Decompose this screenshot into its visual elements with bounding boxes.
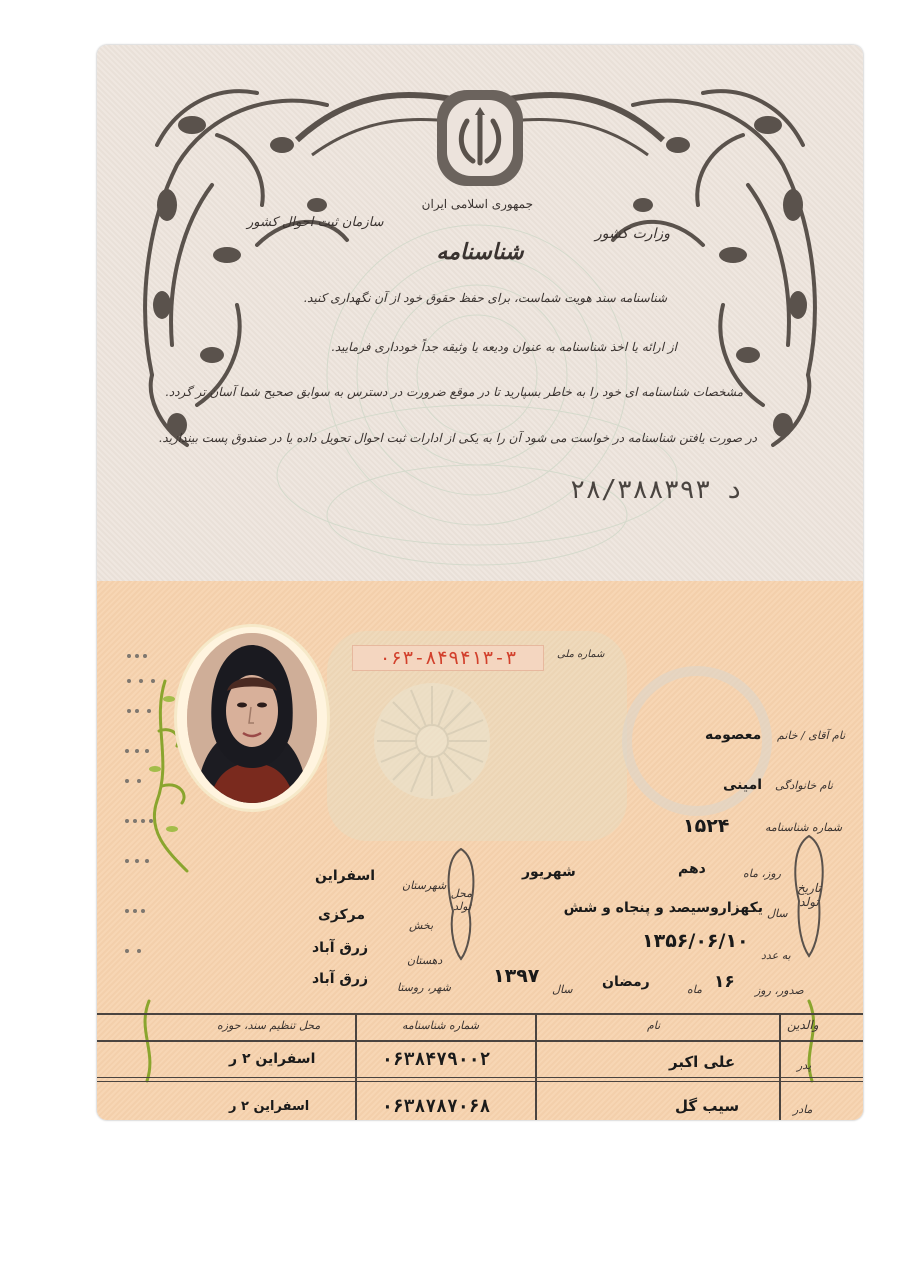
id-number-value: ۱۵۲۴	[683, 815, 730, 837]
first-name-label: نام آقای / خانم	[777, 729, 846, 742]
birth-month-value: شهریور	[522, 864, 576, 880]
table-top-rule	[97, 1013, 863, 1015]
birth-date-numeric-value: ۱۳۵۶/۰۶/۱۰	[642, 930, 749, 952]
parents-label: والدین	[787, 1018, 819, 1032]
village-value: زرق آباد	[312, 971, 369, 987]
instruction-line-1: شناسنامه سند هویت شماست، برای حفظ حقوق خود از آن نگهداری کنید.	[303, 291, 667, 305]
id-booklet	[97, 45, 863, 1120]
column-header-id-number: شماره شناسنامه	[402, 1019, 480, 1032]
county-label: شهرستان	[402, 879, 447, 892]
county-value: اسفراین	[315, 868, 376, 884]
column-header-name: نام	[647, 1019, 661, 1032]
national-id-value: ۰۶۳-۸۴۹۴۱۳-۳	[352, 645, 544, 671]
table-column-rule	[779, 1013, 781, 1120]
district-value: مرکزی	[318, 907, 366, 923]
year-label: سال	[767, 907, 788, 920]
birth-year-words-value: یکهزاروسیصد و پنجاه و شش	[563, 900, 763, 916]
district-label: بخش	[409, 919, 434, 932]
issue-year-value: ۱۳۹۷	[493, 965, 540, 987]
rural-district-label: دهستان	[407, 954, 443, 967]
photo-frame	[177, 627, 327, 809]
numeric-date-label: به عدد	[761, 949, 791, 962]
father-label: پدر	[797, 1059, 812, 1072]
id-number-label: شماره شناسنامه	[765, 821, 843, 834]
table-header-rule	[97, 1040, 863, 1042]
table-column-rule	[535, 1013, 537, 1120]
republic-label: جمهوری اسلامی ایران	[421, 197, 533, 211]
booklet-cover-page	[97, 45, 863, 581]
place-block-label: محل تولد	[450, 887, 472, 913]
table-row-rule	[97, 1077, 863, 1078]
ornament-frame	[97, 45, 863, 581]
birth-block-label: تاریخ تولد	[797, 881, 821, 909]
mother-issue-place-value: اسفراین ۲ ر	[229, 1099, 310, 1114]
father-issue-place-value: اسفراین ۲ ر	[229, 1051, 316, 1067]
table-column-rule	[355, 1013, 357, 1120]
instruction-line-4: در صورت یافتن شناسنامه در خواست می شود آن را به یکی از ادارات ثبت احوال تحویل داده یا در صندوق پست بیندازید.	[158, 431, 757, 445]
issue-year-label: سال	[552, 983, 573, 996]
holder-photo	[187, 633, 317, 803]
mother-label: مادر	[793, 1103, 813, 1116]
booklet-details-page	[97, 581, 863, 1120]
organization-label: سازمان ثبت احوال کشور	[247, 215, 384, 230]
instruction-line-3: مشخصات شناسنامه ای خود را به خاطر بسپارید تا در موقع ضرورت در دسترس به سوابق صحیح شما آسان تر گردد.	[165, 385, 743, 399]
table-row-rule	[97, 1081, 863, 1082]
issue-month-value: رمضان	[602, 974, 650, 990]
issue-month-label: ماه	[687, 983, 703, 996]
father-id-value: ۰۶۳۸۴۷۹۰۰۲	[382, 1049, 491, 1070]
father-name-value: علی اکبر	[669, 1053, 736, 1071]
birth-day-value: دهم	[678, 861, 706, 877]
emblem-icon	[437, 90, 523, 186]
column-header-issue-place: محل تنظیم سند، حوزه	[217, 1019, 321, 1032]
mother-id-value: ۰۶۳۸۷۸۷۰۶۸	[382, 1096, 491, 1117]
issue-day-value: ۱۶	[714, 972, 735, 992]
mother-name-value: سیب گل	[675, 1097, 740, 1115]
issue-day-label: صدور، روز	[755, 984, 804, 997]
national-id-label: شماره ملی	[557, 649, 605, 660]
booklet-serial-number: د ۲۸/۳۸۸۳۹۳	[569, 475, 742, 505]
ministry-label: وزارت کشور	[595, 226, 670, 242]
family-name-label: نام خانوادگی	[775, 779, 833, 792]
document-title: شناسنامه	[436, 239, 524, 265]
first-name-value: معصومه	[705, 727, 762, 743]
rural-district-value: زرق آباد	[312, 940, 369, 956]
instruction-line-2: از ارائه یا اخذ شناسنامه به عنوان ودیعه یا وثیقه جداً خودداری فرمایید.	[331, 340, 677, 354]
village-label: شهر، روستا	[397, 981, 451, 994]
family-name-value: امینی	[723, 777, 763, 793]
month-day-label: روز، ماه	[743, 867, 781, 880]
